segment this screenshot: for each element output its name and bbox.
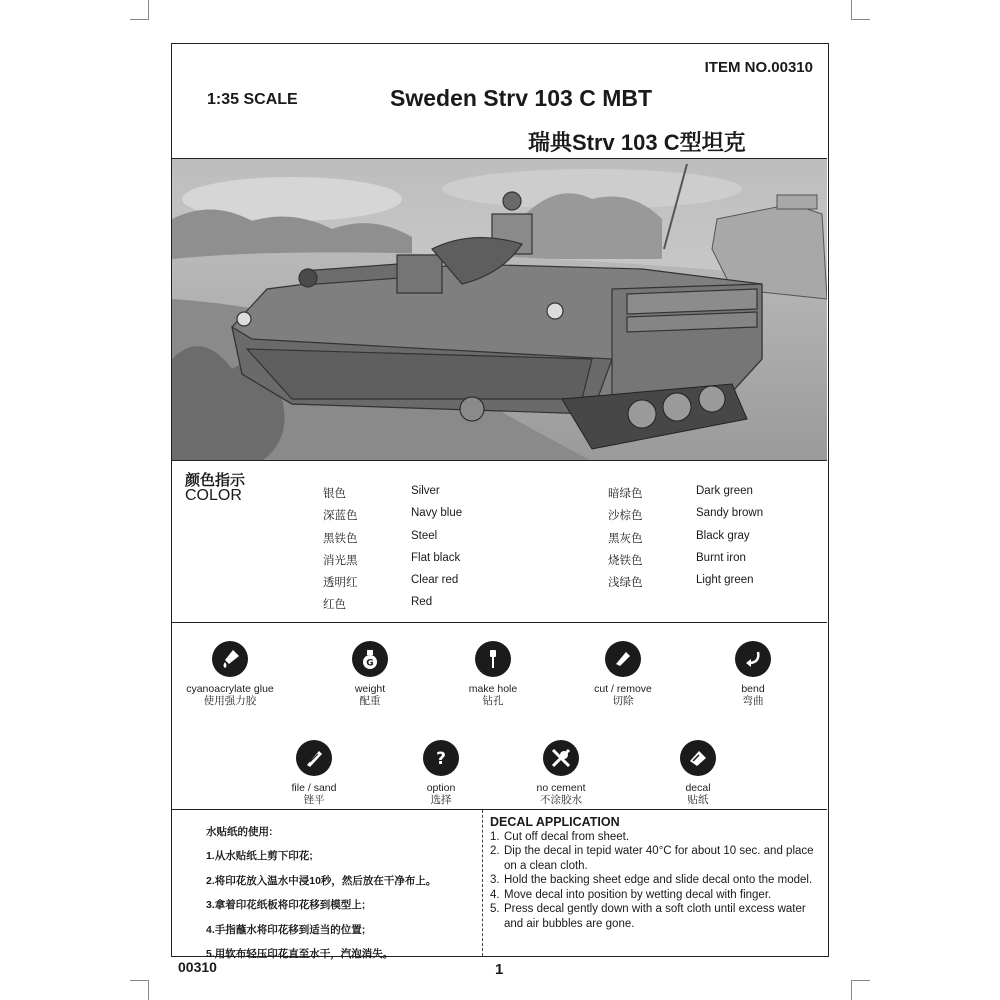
crop-mark [148,0,149,20]
color-name: Steel [411,529,438,542]
color-name-cn: 烧铁色 [608,554,643,567]
step-number: 5. [490,903,500,915]
decal-title: DECAL APPLICATION [490,815,620,829]
color-name-cn: 深蓝色 [323,510,358,523]
legend-label-cn: 不涂胶水 [540,794,582,806]
drill-icon [475,641,511,677]
crop-mark [851,980,852,1000]
legend-label-cn: 切除 [612,695,634,707]
tank-artwork [172,159,827,461]
decal-steps [490,815,820,931]
legend-option [381,740,501,807]
color-name-cn: 暗绿色 [608,488,643,500]
decal-step-cn: 2.将印花放入温水中浸10秒，然后放在干净布上。 [206,874,437,887]
legend-cut [563,641,683,708]
legend-label-cn: 选择 [430,794,452,806]
legend-label: option [426,782,456,794]
decal-step-list [490,830,820,932]
color-name-cn: 浅绿色 [608,577,643,590]
legend-label: file / sand [291,782,337,794]
crop-mark [130,19,149,20]
decal-step-cn: 1.从水贴纸上剪下印花; [206,850,313,863]
step-text: Hold the backing sheet edge and slide decal onto the model. [504,874,813,886]
scale-label: 1:35 SCALE [207,91,298,108]
legend-label-cn: 锉平 [303,794,325,806]
legend-file [254,740,374,807]
step-text: Move decal into position by wetting decal with finger. [504,888,772,901]
legend-label: cyanoacrylate glue [186,683,274,695]
decal-step [490,830,820,845]
color-name-cn: 消光黑 [323,554,358,567]
color-name-cn: 银色 [323,488,346,500]
page-title: Sweden Strv 103 C MBT [390,85,653,111]
decal-title-cn: 水贴纸的使用: [206,826,273,838]
color-heading: COLOR [185,487,242,504]
crop-mark [851,19,870,20]
legend-label: no cement [536,782,586,794]
decal-step [490,873,820,888]
color-name: Red [411,596,433,609]
legend-bend [693,641,813,708]
legend-glue [170,641,290,708]
glue-drop-icon [212,641,248,677]
color-name: Silver [411,485,440,497]
bend-arrow-icon [735,641,771,677]
legend-no-cement [501,740,621,807]
crop-mark [851,980,870,981]
color-name-cn: 黑灰色 [608,532,643,545]
step-number: 2. [490,845,500,857]
page-number: 1 [495,961,504,978]
decal-step [490,888,820,903]
color-name-cn: 红色 [323,599,346,612]
color-name: Dark green [696,485,753,497]
color-name-cn: 沙棕色 [608,510,643,523]
svg-text:?: ? [436,749,446,769]
legend-decal [638,740,758,807]
legend-weight [310,641,430,708]
legend-label: bend [741,683,765,695]
color-name-cn: 黑铁色 [323,532,358,545]
legend-label: cut / remove [594,683,652,695]
color-heading-cn: 颜色指示 [185,472,246,489]
decal-instructions [172,810,827,960]
color-name-cn: 透明红 [323,577,358,590]
question-icon [423,740,459,776]
step-number: 3. [490,874,500,886]
color-name: Flat black [411,551,461,564]
decal-step-cn: 3.拿着印花纸板将印花移到模型上; [206,899,366,912]
decal-step-cn: 5.用软布轻压印花直至水干，汽泡消失。 [206,947,394,960]
color-name: Black gray [696,529,750,542]
divider [482,810,483,956]
decal-step-cn: 4.手指蘸水将印花移到适当的位置; [206,923,366,936]
legend-label-cn: 钻孔 [482,695,504,707]
weight-icon [352,641,388,677]
crop-mark [148,980,149,1000]
symbol-legend [172,623,827,810]
color-name: Light green [696,574,754,587]
legend-label: decal [685,782,711,794]
file-icon [296,740,332,776]
color-name: Navy blue [411,507,463,520]
item-number: ITEM NO.00310 [704,59,813,76]
decal-steps-cn [206,824,436,970]
decal-icon [680,740,716,776]
legend-label-cn: 使用强力胶 [203,695,257,707]
knife-icon [605,641,641,677]
legend-label-cn: 贴纸 [687,794,709,806]
step-text: Dip the decal in tepid water 40°C for about 10 sec. and place on a clean cloth. [504,845,814,872]
color-name: Burnt iron [696,551,746,564]
color-name: Clear red [411,574,459,587]
step-text: Cut off decal from sheet. [504,830,630,843]
decal-step [490,844,820,873]
color-guide [172,461,827,623]
crop-mark [851,0,852,20]
footer-item-code: 00310 [178,959,217,975]
no-cement-icon [543,740,579,776]
legend-label-cn: 配重 [359,695,381,707]
step-number: 4. [490,888,500,901]
legend-label-cn: 弯曲 [742,695,764,707]
decal-step [490,902,820,931]
page-title-cn: 瑞典Strv 103 C型坦克 [528,130,746,155]
crop-mark [130,980,149,981]
instruction-sheet [171,43,829,960]
svg-text:G: G [366,658,374,669]
step-text: Press decal gently down with a soft cloth until excess water and air bubbles are gone. [504,903,806,930]
legend-label: make hole [468,683,518,695]
tank-illustration [172,159,827,461]
legend-label: weight [354,683,386,695]
color-name: Sandy brown [696,507,764,520]
header [172,44,827,159]
legend-drill [433,641,553,708]
step-number: 1. [490,830,500,843]
